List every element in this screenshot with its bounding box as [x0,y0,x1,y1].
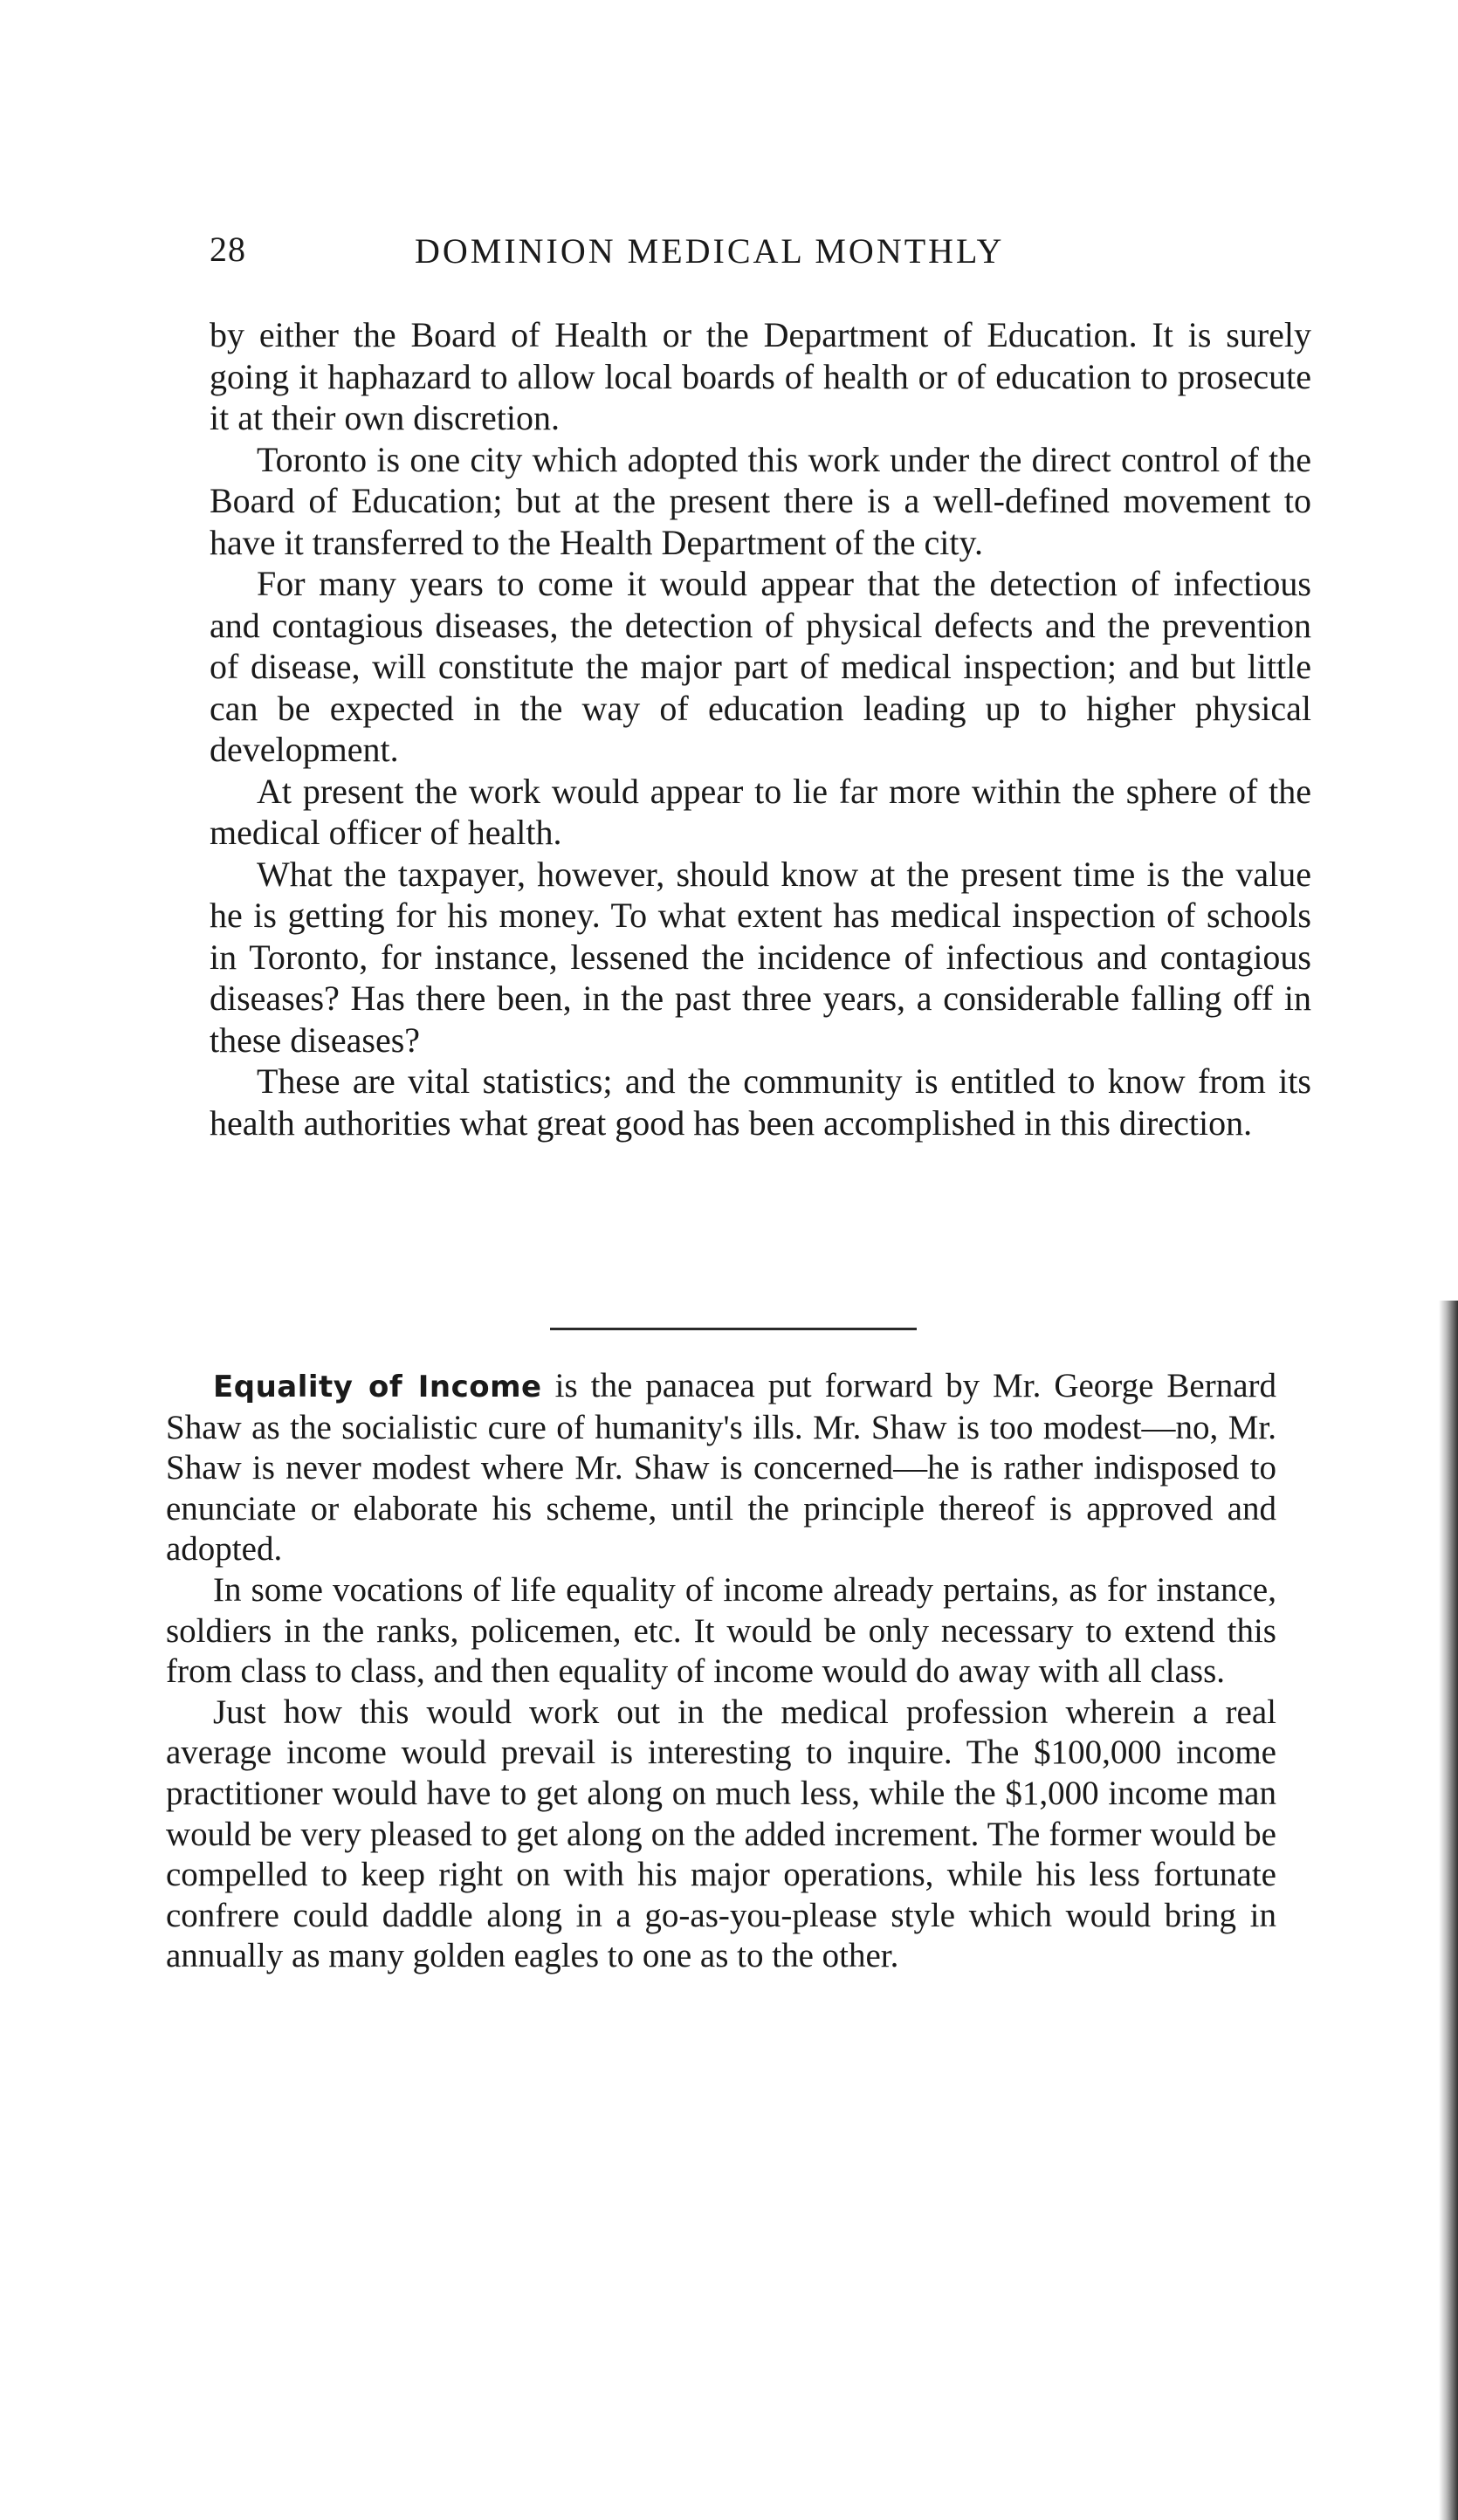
scan-edge-shadow [1439,1301,1458,2520]
paragraph: Toronto is one city which adopted this work under the direct control of the Board of Education; but at the present there is a well-defined movement to have it transferred to the Health Department of the city. [210,439,1311,562]
paragraph: by either the Board of Health or the Department of Education. It is surely going it haphazard to allow local boards of health or of education to prosecute it at their own discretion. [210,315,1311,437]
article-lead-heading: Equality of Income [213,1370,542,1404]
paragraph: At present the work would appear to lie far more within the sphere of the medical officer of health. [210,771,1311,852]
paragraph: These are vital statistics; and the community is entitled to know from its health authorities what great good has been accomplished in this direction. [210,1061,1311,1143]
paragraph [166,1366,1276,1570]
article-equality-of-income [166,1366,1276,1977]
paragraph: What the taxpayer, however, should know at the present time is the value he is getting for his money. To what extent has medical inspection of schools in Toronto, for instance, lessened the incidence of infectious and contagious diseases? Has there been, in the past three years, a considerable falling off in these diseases? [210,854,1311,1060]
page-number: 28 [210,230,246,269]
paragraph: Just how this would work out in the medical profession wherein a real average income would prevail is interesting to inquire. The $100,000 income practitioner would have to get along on much less, while the $1,000 income man would be very pleased to get along on the added increment. The former would be compelled to keep right on with his major operations, while his less fortunate confrere could daddle along in a go-as-you-please style which would bring in annually as many golden eagles to one as to the other. [166,1693,1276,1975]
article-medical-inspection [210,314,1311,1143]
page-header [210,229,1109,281]
paragraph-text: is the panacea put forward by Mr. George Bernard Shaw as the socialistic cure of humanity's ills. Mr. Shaw is too modest—no, Mr. Shaw is never modest where Mr. Shaw is concerned—he is rather indisposed to enunciate or elaborate his scheme, until the principle thereof is approved and adopted. [166,1367,1276,1569]
running-head: DOMINION MEDICAL MONTHLY [415,231,1005,271]
paragraph: For many years to come it would appear that the detection of infectious and contagious diseases, the detection of physical defects and the prevention of disease, will constitute the major part of medical inspection; and but little can be expected in the way of education leading up to higher physical development. [210,564,1311,769]
paragraph: In some vocations of life equality of income already pertains, as for instance, soldiers in the ranks, policemen, etc. It would be only necessary to extend this from class to class, and then equality of income would do away with all class. [166,1570,1276,1691]
section-divider [550,1328,917,1330]
